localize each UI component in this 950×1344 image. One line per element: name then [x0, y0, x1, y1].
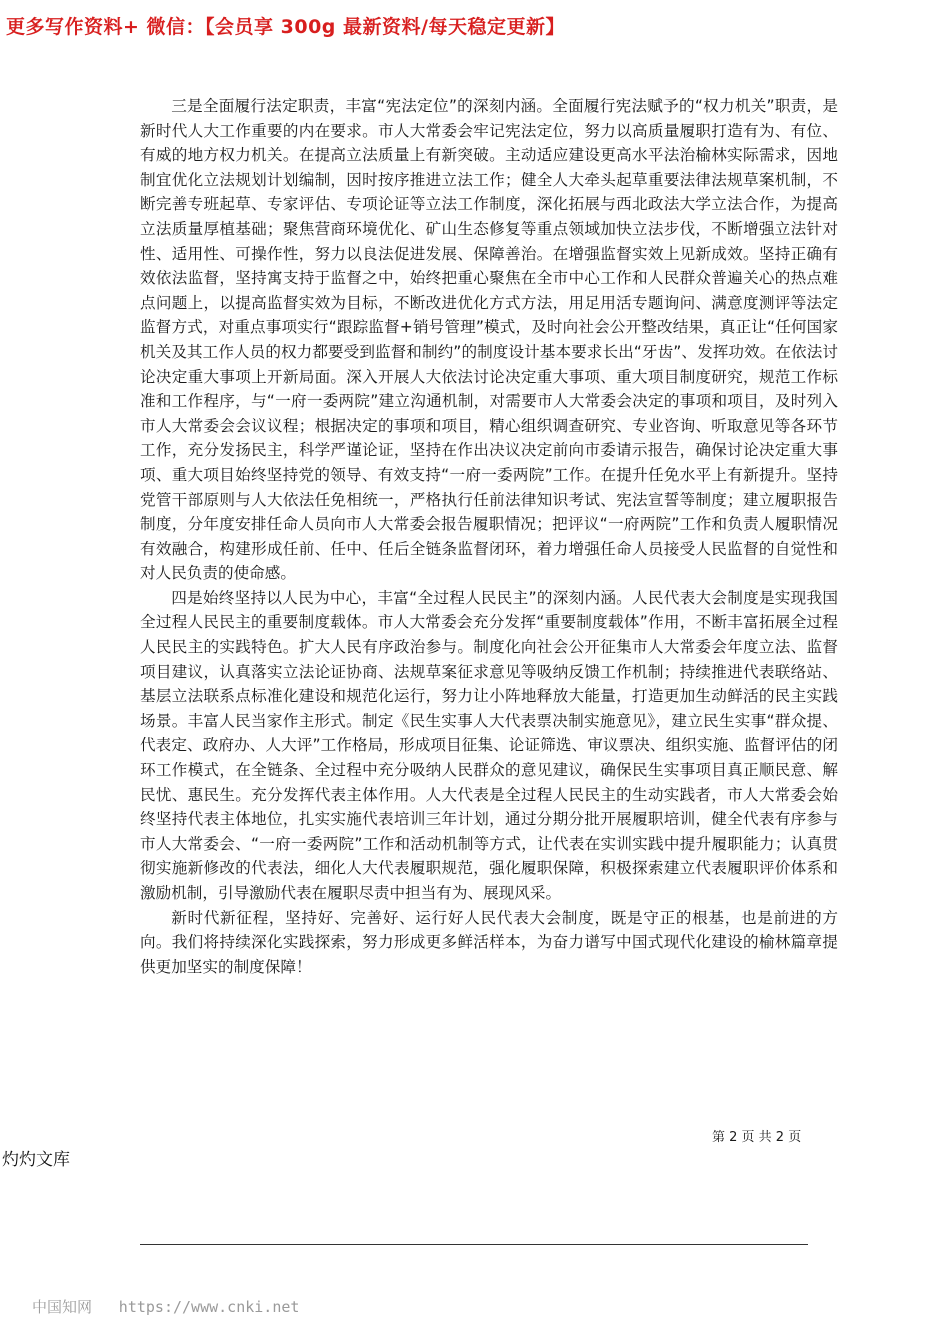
cnki-name: 中国知网	[32, 1298, 93, 1316]
article-paragraph: 三是全面履行法定职责，丰富“宪法定位”的深刻内涵。全面履行宪法赋予的“权力机关”职责，是新时代人大工作重要的内在要求。市人大常委会牢记宪法定位，努力以高质量履职打造有为、有位、有威的地方权力机关。在提高立法质量上有新突破。主动适应建设更高水平法治榆林实际需求，因地制宜优化立法规划计划编制，因时按序推进立法工作；健全人大牵头起草重要法律法规草案机制，不断完善专班起草、专家评估、专项论证等立法工作制度，深化拓展与西北政法大学立法合作，为提高立法质量厚植基础；聚焦营商环境优化、矿山生态修复等重点领域加快立法步伐，不断增强立法针对性、适用性、可操作性，努力以良法促进发展、保障善治。在增强监督实效上见新成效。坚持正确有效依法监督，坚持寓支持于监督之中，始终把重心聚焦在全市中心工作和人民群众普遍关心的热点难点问题上，以提高监督实效为目标，不断改进优化方式方法，用足用活专题询问、满意度测评等法定监督方式，对重点事项实行“跟踪监督+销号管理”模式，及时向社会公开整改结果，真正让“任何国家机关及其工作人员的权力都要受到监督和制约”的制度设计基本要求长出“牙齿”、发挥功效。在依法讨论决定重大事项上开新局面。深入开展人大依法讨论决定重大事项、重大项目制度研究，规范工作标准和工作程序，与“一府一委两院”建立沟通机制，对需要市人大常委会决定的事项和项目，及时列入市人大常委会会议议程；根据决定的事项和项目，精心组织调查研究、专业咨询、听取意见等各环节工作，充分发扬民主，科学严谨论证，坚持在作出决议决定前向市委请示报告，确保讨论决定重大事项、重大项目始终坚持党的领导、有效支持“一府一委两院”工作。在提升任免水平上有新提升。坚持党管干部原则与人大依法任免相统一，严格执行任前法律知识考试、宪法宣誓等制度；建立履职报告制度，分年度安排任命人员向市人大常委会报告履职情况；把评议“一府两院”工作和负责人履职情况有效融合，构建形成任前、任中、任后全链条监督闭环，着力增强任命人员接受人民监督的自觉性和对人民负责的使命感。	[140, 97, 838, 583]
footer-divider	[140, 1244, 808, 1245]
promo-banner: 更多写作资料+ 微信：【会员享 300g 最新资料/每天稳定更新】	[6, 16, 565, 38]
article-paragraph: 新时代新征程，坚持好、完善好、运行好人民代表大会制度，既是守正的根基，也是前进的方向。我们将持续深化实践探索，努力形成更多鲜活样本，为奋力谱写中国式现代化建设的榆林篇章提供更加坚实的制度保障！	[140, 908, 838, 976]
cnki-url-link[interactable]: https://www.cnki.net	[118, 1298, 300, 1316]
article-body	[140, 94, 838, 979]
cnki-watermark	[32, 1296, 299, 1317]
page-number: 第 2 页 共 2 页	[712, 1130, 802, 1145]
library-brand: 灼灼文库	[2, 1150, 70, 1170]
article-paragraph: 四是始终坚持以人民为中心，丰富“全过程人民民主”的深刻内涵。人民代表大会制度是实现我国全过程人民民主的重要制度载体。市人大常委会充分发挥“重要制度载体”作用，不断丰富拓展全过程人民民主的实践特色。扩大人民有序政治参与。制度化向社会公开征集市人大常委会年度立法、监督项目建议，认真落实立法论证协商、法规草案征求意见等吸纳反馈工作机制；持续推进代表联络站、基层立法联系点标准化建设和规范化运行，努力让小阵地释放大能量，打造更加生动鲜活的民主实践场景。丰富人民当家作主形式。制定《民生实事人大代表票决制实施意见》，建立民生实事“群众提、代表定、政府办、人大评”工作格局，形成项目征集、论证筛选、审议票决、组织实施、监督评估的闭环工作模式，在全链条、全过程中充分吸纳人民群众的意见建议，确保民生实事项目真正顺民意、解民忧、惠民生。充分发挥代表主体作用。人大代表是全过程人民民主的生动实践者，市人大常委会始终坚持代表主体地位，扎实实施代表培训三年计划，通过分期分批开展履职培训，健全代表有序参与市人大常委会、“一府一委两院”工作和活动机制等方式，让代表在实训实践中提升履职能力；认真贯彻实施新修改的代表法，细化人大代表履职规范，强化履职保障，积极探索建立代表履职评价体系和激励机制，引导激励代表在履职尽责中担当有为、展现风采。	[140, 588, 838, 902]
